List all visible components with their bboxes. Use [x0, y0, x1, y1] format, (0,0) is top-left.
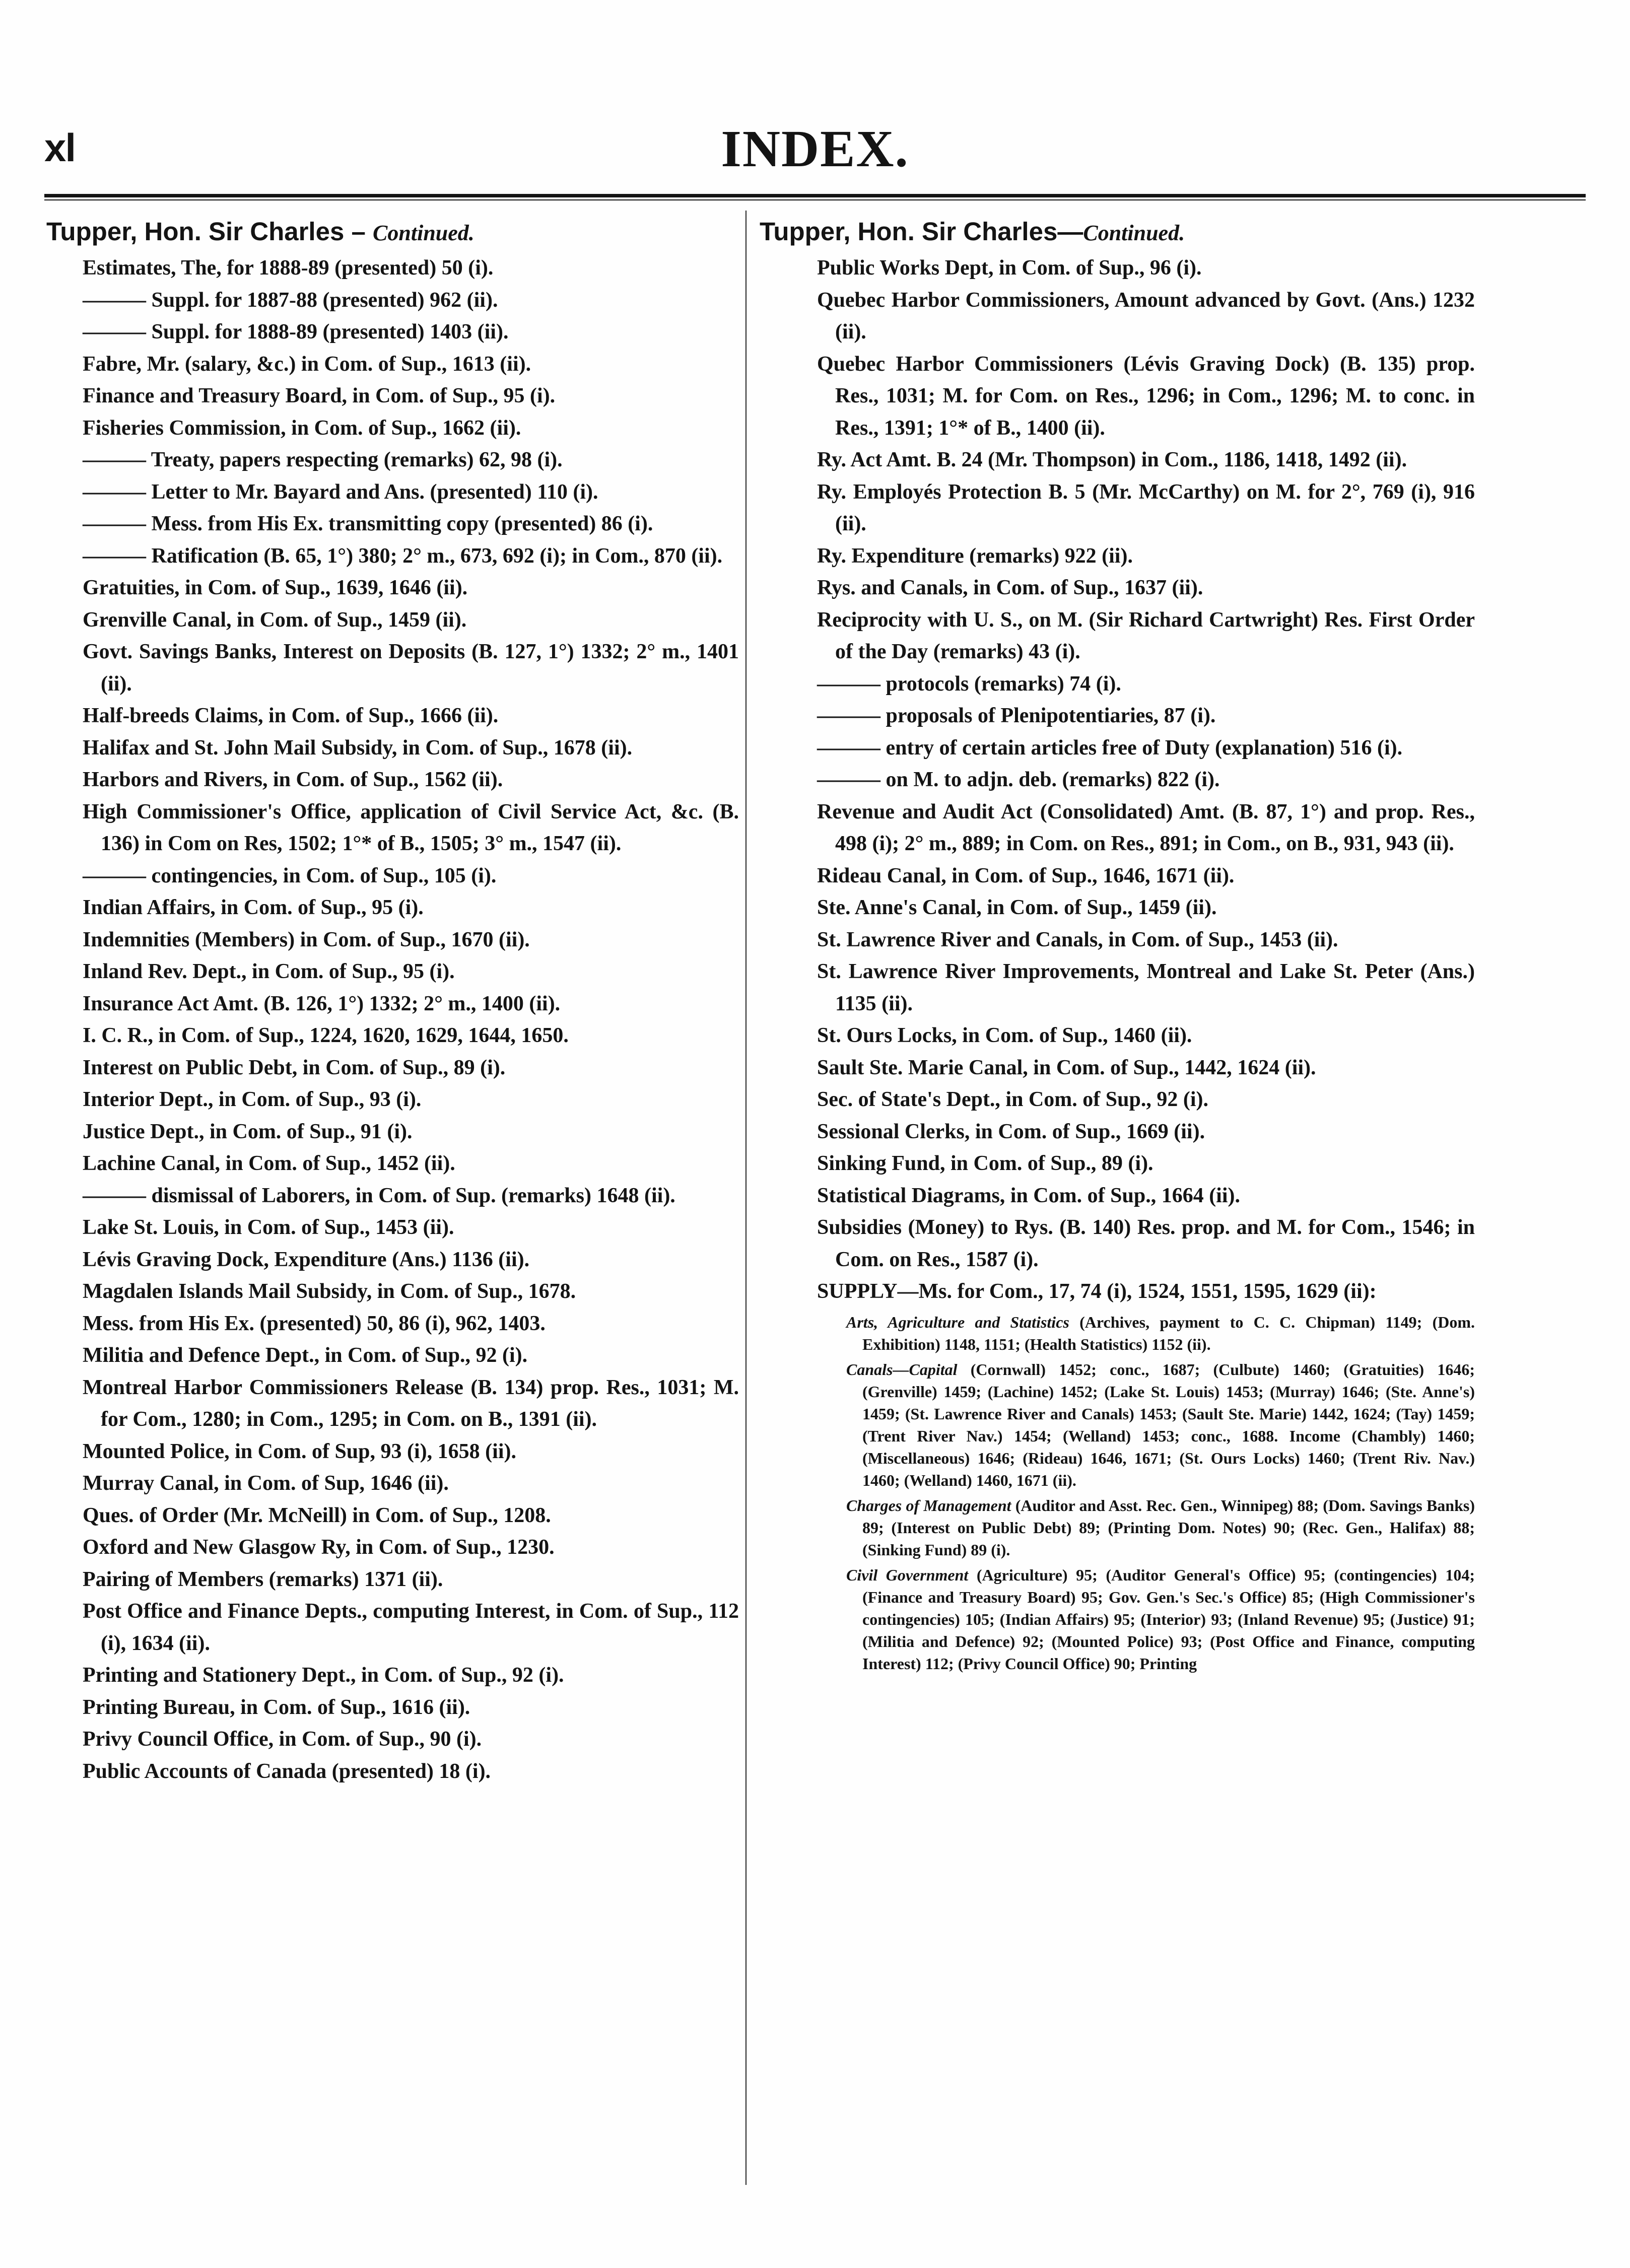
supply-subentry-text: (Auditor and Asst. Rec. Gen., Winnipeg) 88; (Dom. Savings Banks) 89; (Interest on Public Debt) 89; (Printing Dom. Notes) 90; (Rec. Gen., Halifax) 88; (Sinking Fund) 89 (i).: [862, 1496, 1475, 1559]
supply-subentry: [760, 1358, 1475, 1491]
index-entry: Harbors and Rivers, in Com. of Sup., 1562 (ii).: [83, 768, 503, 791]
supply-subentry: [760, 1494, 1475, 1561]
index-entry: SUPPLY—Ms. for Com., 17, 74 (i), 1524, 1551, 1595, 1629 (ii):: [817, 1280, 1377, 1303]
index-entry: St. Lawrence River Improvements, Montreal and Lake St. Peter (Ans.) 1135 (ii).: [817, 960, 1475, 1015]
index-entry: Indian Affairs, in Com. of Sup., 95 (i).: [83, 896, 424, 919]
index-entry: St. Ours Locks, in Com. of Sup., 1460 (ii).: [817, 1024, 1192, 1047]
index-entry: Govt. Savings Banks, Interest on Deposits (B. 127, 1°) 1332; 2° m., 1401 (ii).: [83, 640, 739, 696]
index-entry: Fabre, Mr. (salary, &c.) in Com. of Sup., 1613 (ii).: [83, 352, 531, 376]
index-entry: Ques. of Order (Mr. McNeill) in Com. of Sup., 1208.: [83, 1503, 551, 1527]
index-entry: Printing Bureau, in Com. of Sup., 1616 (ii).: [83, 1695, 470, 1719]
index-entry: Printing and Stationery Dept., in Com. of Sup., 92 (i).: [83, 1664, 564, 1687]
index-entry: Ry. Employés Protection B. 5 (Mr. McCarthy) on M. for 2°, 769 (i), 916 (ii).: [817, 480, 1475, 535]
header-rule: [44, 194, 1586, 200]
index-entry: Sessional Clerks, in Com. of Sup., 1669 (ii).: [817, 1120, 1205, 1143]
index-entry: Public Accounts of Canada (presented) 18 (i).: [83, 1759, 491, 1783]
index-entry: Privy Council Office, in Com. of Sup., 90 (i).: [83, 1728, 482, 1751]
index-entry: Ry. Act Amt. B. 24 (Mr. Thompson) in Com., 1186, 1418, 1492 (ii).: [817, 448, 1407, 471]
supply-subentry-text: (Agriculture) 95; (Auditor General's Office) 95; (contingencies) 104; (Finance and Treasury Board) 95; Gov. Gen.'s Sec.'s Office) 85; (High Commissioner's contingencies) 105; (Indian Affairs) 95; (Interior) 93; (Inland Revenue) 95; (Justice) 91; (Militia and Defence) 92; (Mounted Police) 93; (Post Office and Finance, computing Interest) 112; (Privy Council Office) 90; Printing: [862, 1565, 1475, 1673]
index-entry: Rys. and Canals, in Com. of Sup., 1637 (ii).: [817, 576, 1203, 599]
supply-subentry-text: (Archives, payment to C. C. Chipman) 1149; (Dom. Exhibition) 1148, 1151; (Health Statistics) 1152 (ii).: [862, 1313, 1475, 1353]
index-entry: ——— on M. to adjn. deb. (remarks) 822 (i).: [817, 768, 1220, 791]
index-entry: Quebec Harbor Commissioners (Lévis Graving Dock) (B. 135) prop. Res., 1031; M. for Com. on Res., 1296; in Com., 1296; M. to conc. in Res., 1391; 1°* of B., 1400 (ii).: [817, 352, 1475, 440]
page-number: xl: [44, 125, 76, 170]
index-entry: Montreal Harbor Commissioners Release (B. 134) prop. Res., 1031; M. for Com., 1280; in Com., 1295; in Com. on B., 1391 (ii).: [83, 1376, 739, 1431]
index-entry: Lévis Graving Dock, Expenditure (Ans.) 1136 (ii).: [83, 1248, 530, 1271]
index-entry: Magdalen Islands Mail Subsidy, in Com. of Sup., 1678.: [83, 1280, 576, 1303]
index-entry: ——— contingencies, in Com. of Sup., 105 (i).: [83, 864, 497, 887]
index-entry: Insurance Act Amt. (B. 126, 1°) 1332; 2° m., 1400 (ii).: [83, 992, 561, 1015]
index-entry: Public Works Dept, in Com. of Sup., 96 (i).: [817, 256, 1202, 280]
index-entry: Rideau Canal, in Com. of Sup., 1646, 1671 (ii).: [817, 864, 1235, 887]
supply-subentry-label: Canals—Capital: [846, 1360, 958, 1379]
heading-continued: Continued.: [373, 221, 474, 245]
index-entry: Inland Rev. Dept., in Com. of Sup., 95 (i).: [83, 960, 455, 983]
index-entry: Sec. of State's Dept., in Com. of Sup., 92 (i).: [817, 1088, 1208, 1111]
index-entry: Mounted Police, in Com. of Sup, 93 (i), 1658 (ii).: [83, 1439, 516, 1463]
right-entry-list: [760, 252, 1475, 1308]
index-entry: Oxford and New Glasgow Ry, in Com. of Sup., 1230.: [83, 1536, 555, 1559]
index-entry: Quebec Harbor Commissioners, Amount advanced by Govt. (Ans.) 1232 (ii).: [817, 288, 1475, 343]
index-entry: ——— Treaty, papers respecting (remarks) 62, 98 (i).: [83, 448, 563, 471]
index-entry: ——— proposals of Plenipotentiaries, 87 (i).: [817, 704, 1216, 727]
column-divider: [745, 211, 746, 2185]
index-entry: Sault Ste. Marie Canal, in Com. of Sup., 1442, 1624 (ii).: [817, 1056, 1316, 1079]
supply-subentry: [760, 1311, 1475, 1355]
index-entry: Interior Dept., in Com. of Sup., 93 (i).: [83, 1088, 422, 1111]
index-entry: Subsidies (Money) to Rys. (B. 140) Res. prop. and M. for Com., 1546; in Com. on Res., 1587 (i).: [817, 1216, 1475, 1271]
index-entry: Pairing of Members (remarks) 1371 (ii).: [83, 1567, 443, 1591]
right-column-heading: Tupper, Hon. Sir Charles—Continued.: [760, 217, 1185, 246]
index-entry: Grenville Canal, in Com. of Sup., 1459 (ii).: [83, 608, 467, 632]
left-column-heading: Tupper, Hon. Sir Charles – Continued.: [46, 217, 474, 246]
index-entry: I. C. R., in Com. of Sup., 1224, 1620, 1629, 1644, 1650.: [83, 1024, 569, 1047]
index-entry: ——— Ratification (B. 65, 1°) 380; 2° m., 673, 692 (i); in Com., 870 (ii).: [83, 544, 723, 568]
index-entry: Half-breeds Claims, in Com. of Sup., 1666 (ii).: [83, 704, 499, 727]
index-entry: ——— dismissal of Laborers, in Com. of Sup. (remarks) 1648 (ii).: [83, 1184, 675, 1207]
index-entry: Militia and Defence Dept., in Com. of Sup., 92 (i).: [83, 1344, 528, 1367]
index-entry: Reciprocity with U. S., on M. (Sir Richard Cartwright) Res. First Order of the Day (remarks) 43 (i).: [817, 608, 1475, 663]
index-entry: Gratuities, in Com. of Sup., 1639, 1646 (ii).: [83, 576, 468, 599]
left-column: [46, 215, 739, 1788]
index-entry: Justice Dept., in Com. of Sup., 91 (i).: [83, 1120, 413, 1143]
supply-subentry-text: (Cornwall) 1452; conc., 1687; (Culbute) 1460; (Gratuities) 1646; (Grenville) 1459; (Lachine) 1452; (Lake St. Louis) 1453; (Murray) 1646; (Ste. Anne's) 1459; (St. Lawrence River and Canals) 1453; (Sault Ste. Marie) 1442, 1624; (Tay) 1459; (Trent River Nav.) 1454; (Welland) 1453; conc., 1688. Income (Chambly) 1460; (Miscellaneous) 1646; (Rideau) 1646, 1671; (St. Ours Locks) 1460; (Trent Riv. Nav.) 1460; (Welland) 1460, 1671 (ii).: [862, 1360, 1475, 1489]
left-entry-list: [46, 252, 739, 1788]
index-entry: St. Lawrence River and Canals, in Com. of Sup., 1453 (ii).: [817, 928, 1338, 951]
page-title: INDEX.: [721, 120, 909, 178]
index-entry: ——— Suppl. for 1888-89 (presented) 1403 (ii).: [83, 320, 509, 343]
heading-continued: Continued.: [1083, 221, 1185, 245]
index-entry: Ste. Anne's Canal, in Com. of Sup., 1459 (ii).: [817, 896, 1217, 919]
index-entry: ——— Mess. from His Ex. transmitting copy (presented) 86 (i).: [83, 512, 653, 535]
index-entry: ——— protocols (remarks) 74 (i).: [817, 672, 1121, 696]
index-entry: Revenue and Audit Act (Consolidated) Amt. (B. 87, 1°) and prop. Res., 498 (i); 2° m., 889; in Com. on Res., 891; in Com., on B., 931, 943 (ii).: [817, 800, 1475, 855]
index-entry: Ry. Expenditure (remarks) 922 (ii).: [817, 544, 1133, 568]
index-entry: Halifax and St. John Mail Subsidy, in Com. of Sup., 1678 (ii).: [83, 736, 633, 760]
supply-subentry-label: Charges of Management: [846, 1496, 1011, 1515]
supply-subentry-label: Arts, Agriculture and Statistics: [846, 1313, 1069, 1331]
index-entry: Lake St. Louis, in Com. of Sup., 1453 (ii).: [83, 1216, 454, 1239]
index-entry: Post Office and Finance Depts., computing Interest, in Com. of Sup., 112 (i), 1634 (ii).: [83, 1600, 739, 1655]
index-entry: High Commissioner's Office, application of Civil Service Act, &c. (B. 136) in Com on Res, 1502; 1°* of B., 1505; 3° m., 1547 (ii).: [83, 800, 739, 855]
heading-name: Tupper, Hon. Sir Charles: [46, 217, 345, 246]
right-column: [760, 215, 1475, 1677]
supply-subentry: [760, 1564, 1475, 1675]
index-entry: Estimates, The, for 1888-89 (presented) 50 (i).: [83, 256, 494, 280]
index-entry: Fisheries Commission, in Com. of Sup., 1662 (ii).: [83, 416, 521, 440]
index-entry: ——— entry of certain articles free of Duty (explanation) 516 (i).: [817, 736, 1403, 760]
index-entry: Indemnities (Members) in Com. of Sup., 1670 (ii).: [83, 928, 530, 951]
index-entry: Interest on Public Debt, in Com. of Sup., 89 (i).: [83, 1056, 506, 1079]
supply-subentry-list: [760, 1311, 1475, 1675]
index-entry: Murray Canal, in Com. of Sup, 1646 (ii).: [83, 1472, 449, 1495]
heading-name: Tupper, Hon. Sir Charles: [760, 217, 1058, 246]
index-entry: ——— Letter to Mr. Bayard and Ans. (presented) 110 (i).: [83, 480, 598, 504]
supply-subentry-label: Civil Government: [846, 1565, 969, 1584]
index-entry: Finance and Treasury Board, in Com. of Sup., 95 (i).: [83, 384, 556, 407]
index-entry: Sinking Fund, in Com. of Sup., 89 (i).: [817, 1152, 1153, 1175]
index-entry: ——— Suppl. for 1887-88 (presented) 962 (ii).: [83, 288, 498, 312]
index-entry: Statistical Diagrams, in Com. of Sup., 1664 (ii).: [817, 1184, 1240, 1207]
index-entry: Lachine Canal, in Com. of Sup., 1452 (ii).: [83, 1152, 455, 1175]
index-entry: Mess. from His Ex. (presented) 50, 86 (i), 962, 1403.: [83, 1312, 546, 1335]
